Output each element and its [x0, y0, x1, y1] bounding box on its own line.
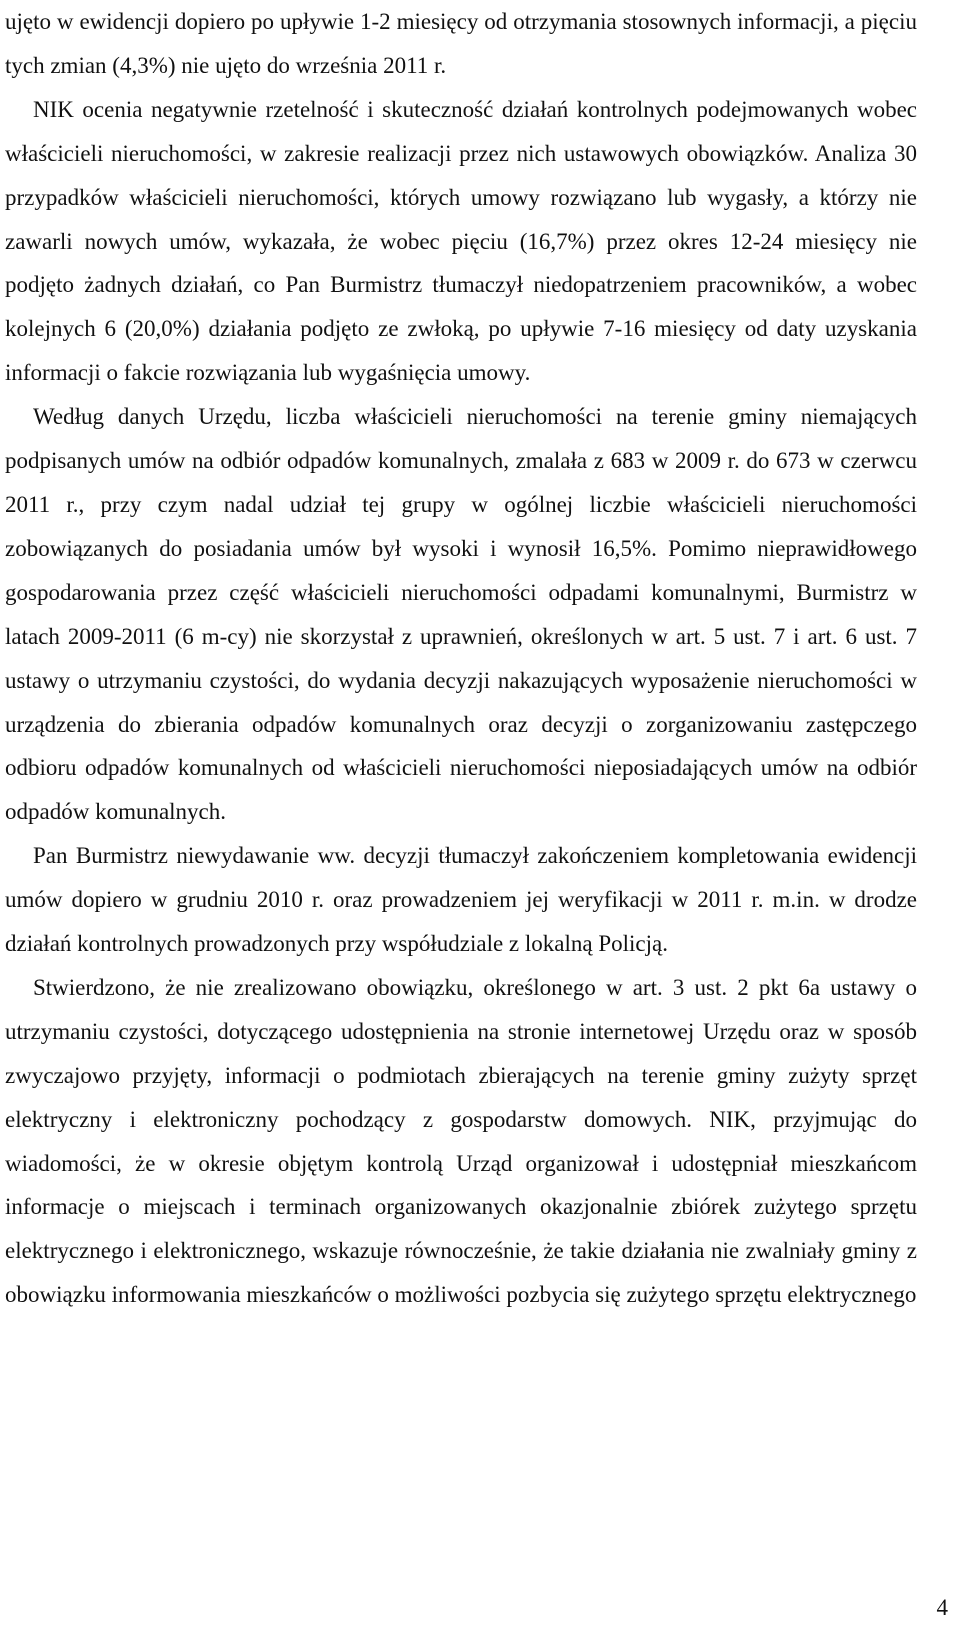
paragraph-nik-assessment: NIK ocenia negatywnie rzetelność i skuteczność działań kontrolnych podejmowanych wobec właścicieli nieruchomości, w zakresie realizacji przez nich ustawowych obowiązków. Analiza 30 przypadków właścicieli nieruchomości, których umowy rozwiązano lub wygasły, a którzy nie zawarli nowych umów, wykazała, że wobec pięciu (16,7%) przez okres 12-24 miesięcy nie podjęto żadnych działań, co Pan Burmistrz tłumaczył niedopatrzeniem pracowników, a wobec kolejnych 6 (20,0%) działania podjęto ze zwłoką, po upływie 7-16 miesięcy od daty uzyskania informacji o fakcie rozwiązania lub wygaśnięcia umowy.	[5, 96, 917, 386]
paragraph-mayor-explanation: Pan Burmistrz niewydawanie ww. decyzji tłumaczył zakończeniem kompletowania ewidencji umów dopiero w grudniu 2010 r. oraz prowadzeniem jej weryfikacji w 2011 r. m.in. w drodze działań kontrolnych prowadzonych przy współudziale z lokalną Policją.	[5, 843, 917, 957]
paragraph-office-data: Według danych Urzędu, liczba właścicieli nieruchomości na terenie gminy niemających podpisanych umów na odbiór odpadów komunalnych, zmalała z 683 w 2009 r. do 673 w czerwcu 2011 r., przy czym nadal udział tej grupy w ogólnej liczbie właścicieli nieruchomości zobowiązanych do posiadania umów był wysoki i wynosił 16,5%. Pomimo nieprawidłowego gospodarowania przez część właścicieli nieruchomości odpadami komunalnymi, Burmistrz w latach 2009-2011 (6 m-cy) nie skorzystał z uprawnień, określonych w art. 5 ust. 7 i art. 6 ust. 7 ustawy o utrzymaniu czystości, do wydania decyzji nakazujących wyposażenie nieruchomości w urządzenia do zbierania odpadów komunalnych oraz decyzji o zorganizowaniu zastępczego odbioru odpadów komunalnych od właścicieli nieruchomości nieposiadających umów na odbiór odpadów komunalnych.	[5, 404, 917, 825]
document-page	[5, 0, 917, 1317]
paragraph-continuation: ujęto w ewidencji dopiero po upływie 1-2 miesięcy od otrzymania stosownych informacji, a pięciu tych zmian (4,3%) nie ujęto do września 2011 r.	[5, 9, 917, 78]
paragraph-findings: Stwierdzono, że nie zrealizowano obowiązku, określonego w art. 3 ust. 2 pkt 6a ustawy o utrzymaniu czystości, dotyczącego udostępnienia na stronie internetowej Urzędu oraz w sposób zwyczajowo przyjęty, informacji o podmiotach zbierających na terenie gminy zużyty sprzęt elektryczny i elektroniczny pochodzący z gospodarstw domowych. NIK, przyjmując do wiadomości, że w okresie objętym kontrolą Urząd organizował i udostępniał mieszkańcom informacje o miejscach i terminach organizowanych okazjonalnie zbiórek zużytego sprzętu elektrycznego i elektronicznego, wskazuje równocześnie, że takie działania nie zwalniały gminy z obowiązku informowania mieszkańców o możliwości pozbycia się zużytego sprzętu elektrycznego	[5, 974, 917, 1308]
page-number: 4	[936, 1595, 948, 1620]
